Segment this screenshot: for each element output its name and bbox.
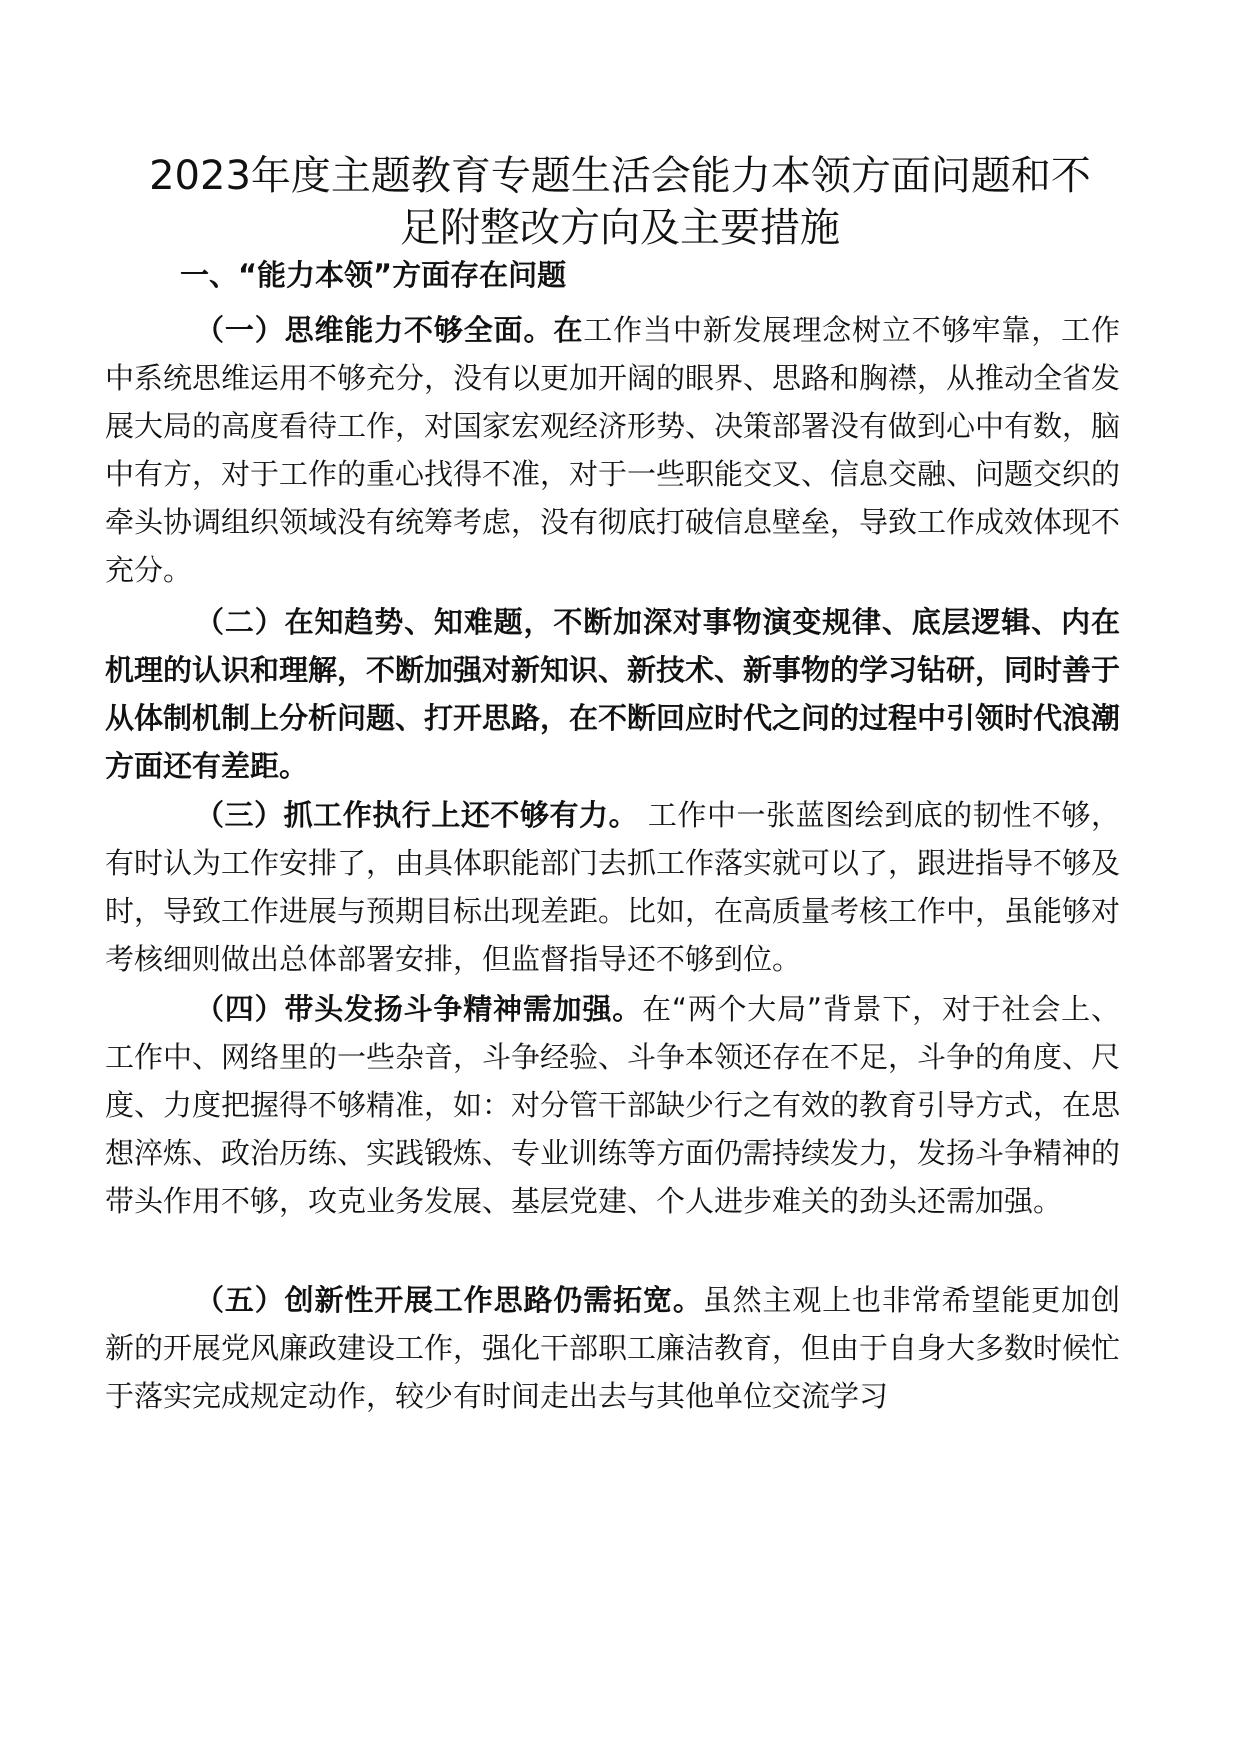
- paragraph-4-heading: （四）带头发扬斗争精神需加强。: [195, 992, 643, 1026]
- paragraph-5-heading: （五）创新性开展工作思路仍需拓宽。: [195, 1283, 703, 1317]
- paragraph-5: [105, 1276, 1120, 1420]
- paragraph-5-body: 虽然主观上也非常希望能更加创新的开展党风廉政建设工作，强化干部职工廉洁教育，但由于自身大多数时候忙于落实完成规定动作，较少有时间走出去与其他单位交流学习: [105, 1283, 1121, 1413]
- paragraph-1: [105, 306, 1120, 594]
- section-heading: 一、“能力本领”方面存在问题: [180, 258, 567, 292]
- paragraph-1-heading: （一）思维能力不够全面。在: [195, 313, 584, 347]
- title-line-2: 足附整改方向及主要措施: [400, 205, 840, 251]
- paragraph-3-heading: （三）抓工作执行上还不够有力。: [195, 798, 639, 832]
- paragraph-2: [105, 598, 1120, 790]
- paragraph-2-heading: （二）在知趋势、知难题，不断加深对事物演变规律、底层逻辑、内在机理的认识和理解，不断加强对新知识、新技术、新事物的学习钻研，同时善于从体制机制上分析问题、打开思路，在不断回应时代之问的过程中引领时代浪潮方面还有差距。: [105, 605, 1121, 783]
- paragraph-1-body: 工作当中新发展理念树立不够牢靠，工作中系统思维运用不够充分，没有以更加开阔的眼界、思路和胸襟，从推动全省发展大局的高度看待工作，对国家宏观经济形势、决策部署没有做到心中有数，脑中有方，对于工作的重心找得不准，对于一些职能交叉、信息交融、问题交织的牵头协调组织领域没有统筹考虑，没有彻底打破信息壁垒，导致工作成效体现不充分。: [105, 313, 1121, 587]
- paragraph-3: [105, 791, 1120, 983]
- paragraph-4-body: 在“两个大局”背景下，对于社会上、工作中、网络里的一些杂音，斗争经验、斗争本领还存在不足，斗争的角度、尺度、力度把握得不够精准，如：对分管干部缺少行之有效的教育引导方式，在思想淬炼、政治历练、实践锻炼、专业训练等方面仍需持续发力，发扬斗争精神的带头作用不够，攻克业务发展、基层党建、个人进步难关的劲头还需加强。: [105, 992, 1121, 1218]
- paragraph-4: [105, 985, 1120, 1225]
- document-title: [100, 150, 1140, 254]
- title-line-1: 2023年度主题教育专题生活会能力本领方面问题和不: [149, 153, 1091, 199]
- paragraph-3-body: 工作中一张蓝图绘到底的韧性不够，有时认为工作安排了，由具体职能部门去抓工作落实就可以了，跟进指导不够及时，导致工作进展与预期目标出现差距。比如，在高质量考核工作中，虽能够对考核细则做出总体部署安排，但监督指导还不够到位。: [105, 798, 1121, 976]
